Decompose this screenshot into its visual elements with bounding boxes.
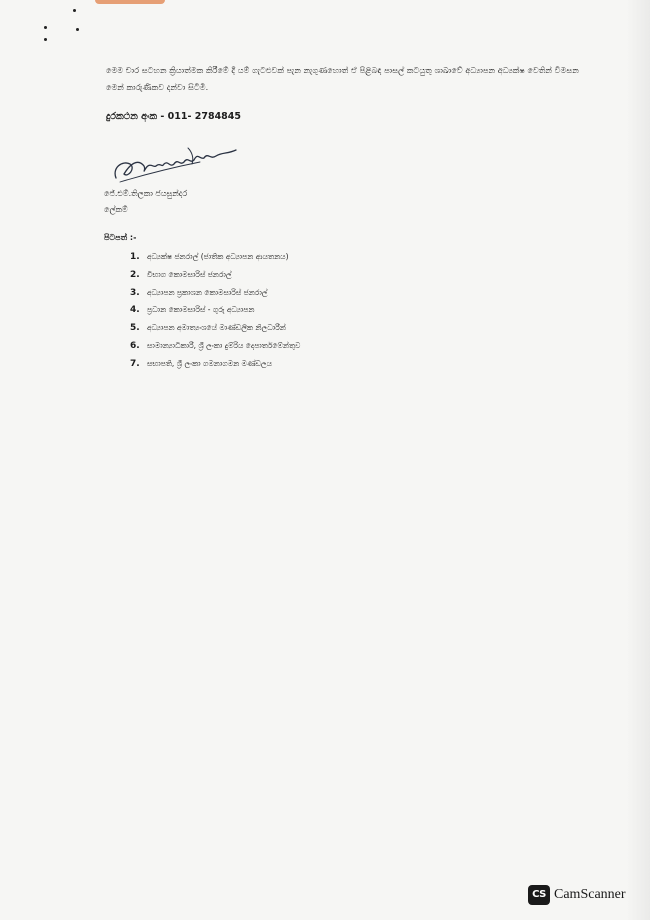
list-text: සභාපති, ශ්‍රී ලංකා ගමනාගමන මණ්ඩලය [147, 358, 273, 368]
list-text: අධ්‍යාපන අමාත්‍යංශයේ මාණ්ඩලික නිලධාරීන් [147, 323, 286, 333]
list-number: 1. [130, 252, 140, 262]
phone-number: දුරකථන අංක - 011- 2784845 [106, 111, 242, 122]
margin-dot [73, 9, 76, 12]
body-paragraph: මෙම චාර සටහන ක්‍රියාත්මක කිරීමේ දී යම් ගැටළුවක් පැන නැගුණහොත් ඒ පිළිබඳ පාසල් කටයුතු ශාඛාවේ අධ්‍යාපන අධ්‍යක්ෂ වෙතින් විමසන මෙන් කාරුණිකව දන්වා සිටිමි. [106, 66, 579, 92]
list-item [130, 301, 300, 319]
list-item [130, 337, 300, 355]
scan-edge-mark [95, 0, 165, 4]
copies-list [130, 248, 300, 373]
page-edge-shadow [626, 0, 650, 920]
list-item [130, 266, 300, 284]
camscanner-watermark [528, 885, 626, 905]
list-number: 4. [130, 305, 140, 316]
list-text: අධ්‍යක්ෂ ජනරාල් (ජාතික අධ්‍යාපන ආයතනය) [147, 252, 289, 261]
list-item [130, 284, 300, 302]
list-text: අධ්‍යාපන ප්‍රකාශන කොමසාරිස් ජනරාල් [147, 287, 268, 297]
list-text: විභාග කොමසාරිස් ජනරාල් [147, 269, 232, 279]
margin-dot [44, 38, 47, 41]
list-item [130, 319, 300, 337]
list-number: 7. [130, 358, 140, 369]
margin-dot [76, 28, 79, 31]
margin-dot [44, 26, 47, 29]
list-number: 3. [130, 287, 140, 298]
list-number: 2. [130, 269, 140, 280]
copies-label: පිටපත් :- [104, 233, 137, 242]
list-number: 6. [130, 340, 140, 351]
list-number: 5. [130, 323, 140, 334]
signer-title: ලේකම් [104, 205, 128, 214]
list-item [130, 355, 300, 373]
list-text: ප්‍රධාන කොමසාරිස් - ගුරු අධ්‍යාපන [147, 305, 255, 315]
list-item [130, 248, 300, 266]
camscanner-brand: CamScanner [554, 887, 626, 902]
camscanner-logo-icon: CS [528, 885, 550, 905]
list-text: සාමාන්‍යාධිකාරී, ශ්‍රී ලංකා දුම්රිය දෙපාර්තමේන්තුව [147, 340, 301, 350]
signer-name: ජේ.එම්.තිලකා ජයසුන්දර [104, 189, 188, 198]
signature-image [100, 138, 250, 188]
